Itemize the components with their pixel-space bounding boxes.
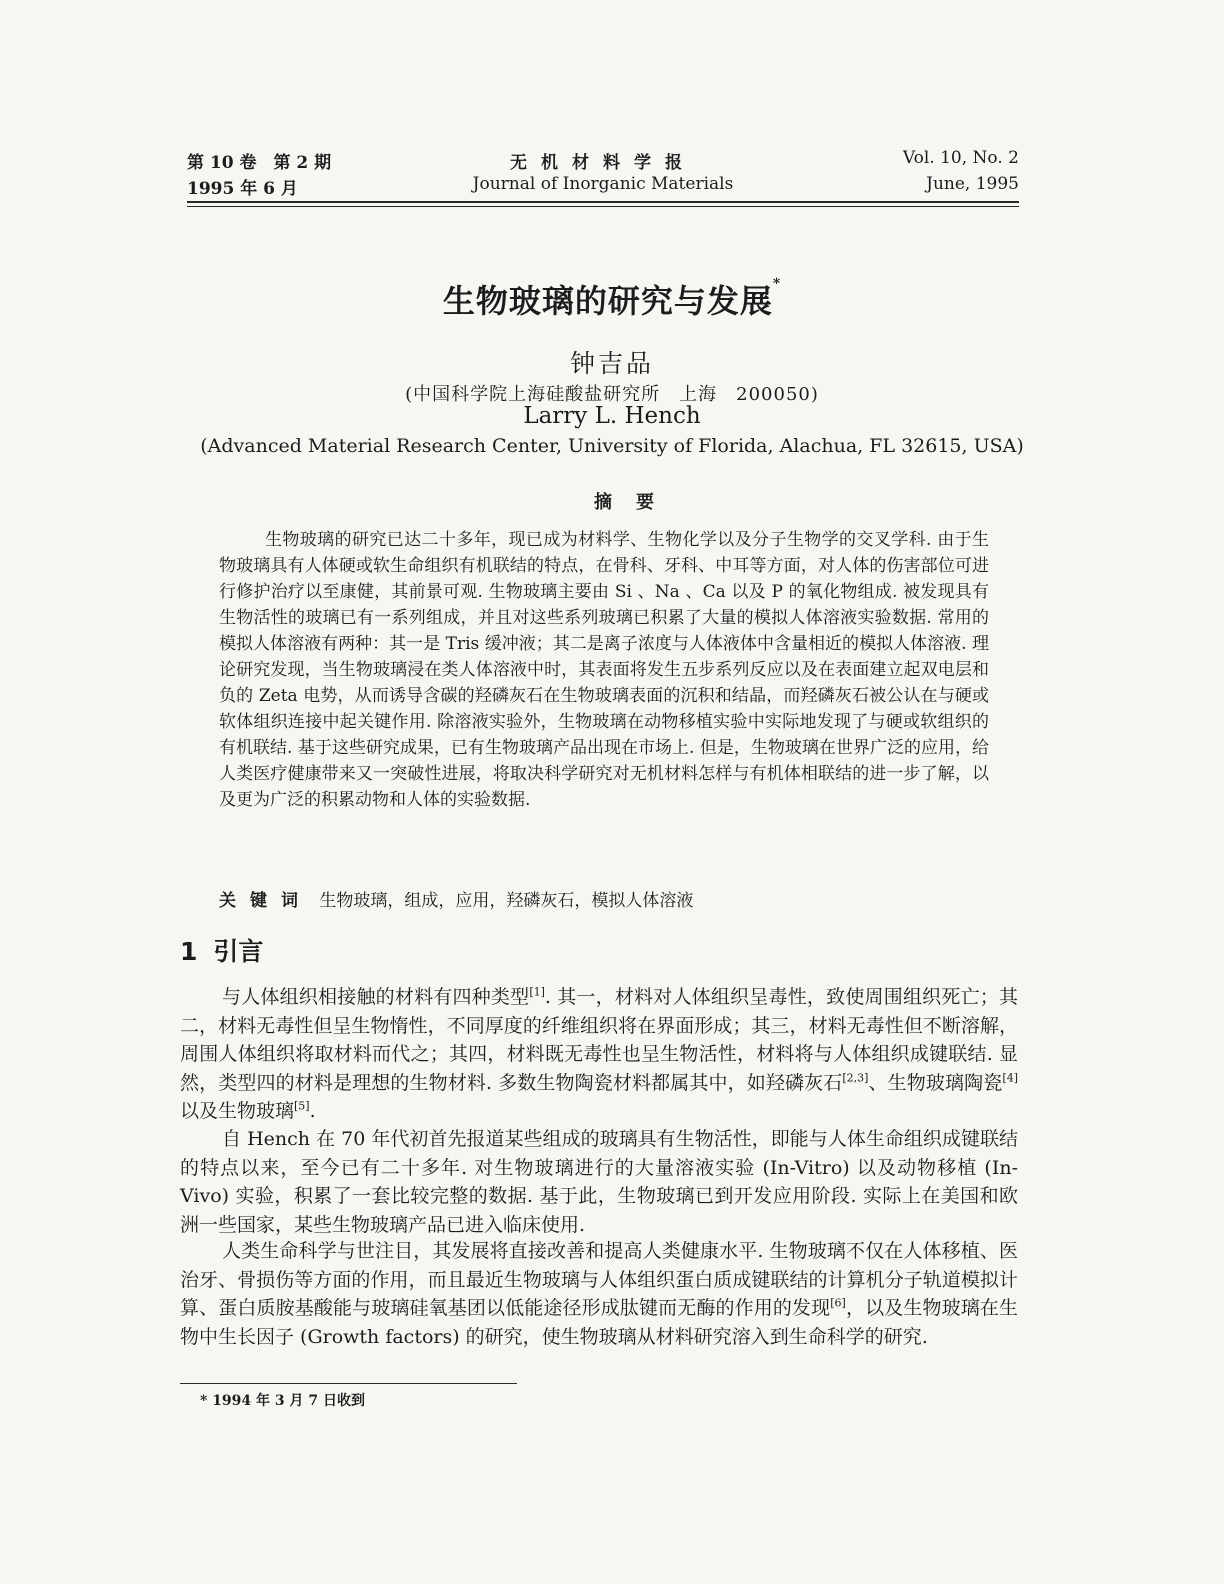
footnote: * 1994 年 3 月 7 日收到 <box>200 1393 366 1409</box>
journal-name-en: Journal of Inorganic Materials <box>472 174 734 194</box>
footnote-rule <box>180 1383 517 1384</box>
p1-text-a: 与人体组织相接触的材料有四种类型 <box>222 986 530 1008</box>
author-cn: 钟吉品 <box>569 349 654 378</box>
citation-3: [4] <box>1002 1071 1018 1085</box>
citation-1: [1] <box>529 985 545 999</box>
title-footnote-mark: * <box>772 276 782 292</box>
volume-en: Vol. 10, No. 2 <box>902 148 1019 168</box>
title-text: 生物玻璃的研究与发展 <box>442 282 773 320</box>
p3-text-b: ，以及生物玻璃在生物中生长因子 (Growth factors) 的研究，使生物玻璃从材料研究溶入到生命科学的研究. <box>180 1297 1018 1348</box>
p1-text-e: . <box>309 1100 316 1122</box>
author-en: Larry L. Hench <box>523 403 701 429</box>
p1-text-d: 以及生物玻璃 <box>180 1100 295 1122</box>
body-paragraph-3 <box>180 1237 1018 1351</box>
date-en: June, 1995 <box>926 174 1019 194</box>
section-title: 引言 <box>213 937 264 966</box>
paper-title <box>0 276 1224 322</box>
header-rule-thin <box>187 206 1019 207</box>
p1-text-b: . 其一，材料对人体组织呈毒性，致使周围组织死亡；其二，材料无毒性但呈生物惰性，不同厚度的纤维组织将在界面形成；其三，材料无毒性但不断溶解，周围人体组织将取材料而代之；其四，材料既无毒性也呈生物活性，材料将与人体组织成键联结. 显然，类型四的材料是理想的生物材料. 多数生物陶瓷材料都属其中，如羟磷灰石 <box>180 986 1018 1094</box>
journal-name-cn: 无机材料学报 <box>510 153 696 173</box>
abstract-heading: 摘要 <box>594 492 678 513</box>
citation-6: [6] <box>830 1296 846 1310</box>
body-paragraph-2: 自 Hench 在 70 年代初首先报道某些组成的玻璃具有生物活性，即能与人体生命组织成键联结的特点以来，至今已有二十多年. 对生物玻璃进行的大量溶液实验 (In-Vitro) 以及动物移植 (In-Vivo) 实验，积累了一套比较完整的数据. 基于此，生物玻璃已到开发应用阶段. 实际上在美国和欧洲一些国家，某些生物玻璃产品已进入临床使用. <box>180 1128 1018 1236</box>
section-heading <box>180 932 263 968</box>
affiliation-en: (Advanced Material Research Center, University of Florida, Alachua, FL 32615, USA) <box>200 435 1024 457</box>
date-cn: 1995 年 6 月 <box>187 179 298 199</box>
issue-cn: 第 10 卷 第 2 期 <box>187 153 332 173</box>
journal-header <box>187 144 1019 200</box>
keywords-text: 生物玻璃，组成，应用，羟磷灰石，模拟人体溶液 <box>319 891 694 911</box>
citation-2: [2,3] <box>842 1071 869 1085</box>
section-number: 1 <box>180 937 198 966</box>
abstract-text: 生物玻璃的研究已达二十多年，现已成为材料学、生物化学以及分子生物学的交叉学科. 由于生物玻璃具有人体硬或软生命组织有机联结的特点，在骨科、牙科、中耳等方面，对人体的伤害部位可进行修护治疗以至康健，其前景可观. 生物玻璃主要由 Si 、Na 、Ca 以及 P 的氧化物组成. 被发现具有生物活性的玻璃已有一系列组成，并且对这些系列玻璃已积累了大量的模拟人体溶液实验数据. 常用的模拟人体溶液有两种：其一是 Tris 缓冲液；其二是离子浓度与人体液体中含量相近的模拟人体溶液. 理论研究发现，当生物玻璃浸在类人体溶液中时，其表面将发生五步系列反应以及在表面建立起双电层和负的 Zeta 电势，从而诱导含碳的羟磷灰石在生物玻璃表面的沉积和结晶，而羟磷灰石被公认在与硬或软体组织连接中起关键作用. 除溶液实验外，生物玻璃在动物移植实验中实际地发现了与硬或软组织的有机联结. 基于这些研究成果，已有生物玻璃产品出现在市场上. 但是，生物玻璃在世界广泛的应用，给人类医疗健康带来又一突破性进展，将取决科学研究对无机材料怎样与有机体相联结的进一步了解，以及更为广泛的积累动物和人体的实验数据. <box>219 530 989 810</box>
affiliation-cn: (中国科学院上海硅酸盐研究所 上海 200050) <box>405 384 819 405</box>
citation-4: [5] <box>294 1099 310 1113</box>
keywords <box>219 886 989 911</box>
header-rule-thick <box>187 201 1019 203</box>
body-paragraph-1 <box>180 983 1018 1126</box>
p3-text-a: 人类生命科学与世注目，其发展将直接改善和提高人类健康水平. 生物玻璃不仅在人体移植、医治牙、骨损伤等方面的作用，而且最近生物玻璃与人体组织蛋白质成键联结的计算机分子轨道模拟计算、蛋白质胺基酸能与玻璃硅氧基团以低能途径形成肽键而无酶的作用的发现 <box>180 1240 1018 1319</box>
keywords-label: 关键词 <box>219 891 312 911</box>
p1-text-c: 、生物玻璃陶瓷 <box>868 1071 1003 1094</box>
